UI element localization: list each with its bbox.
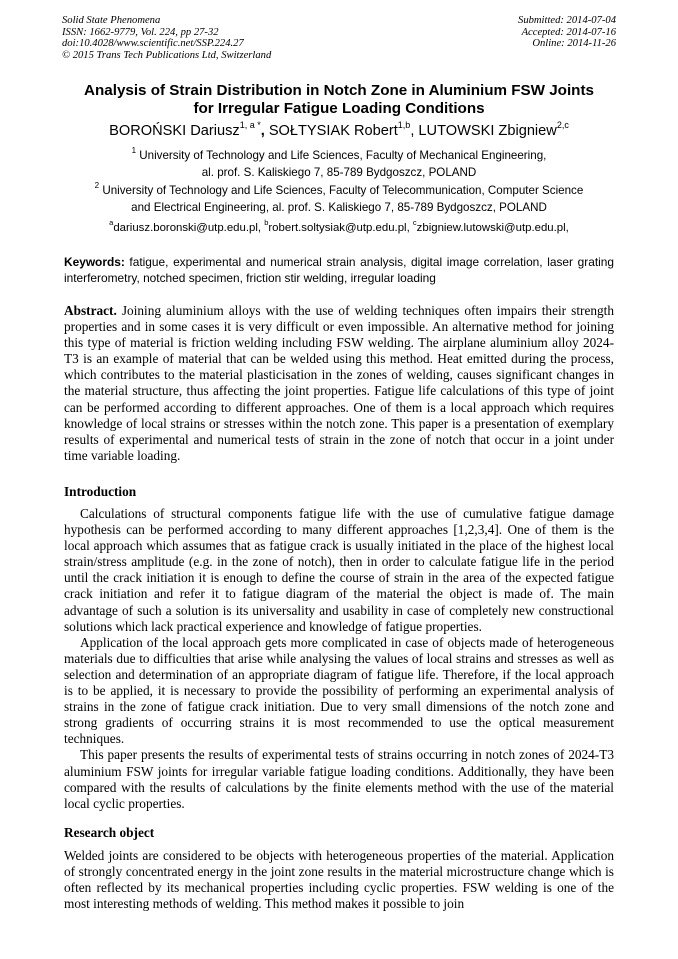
affiliation-2-number: 2 [94,181,100,191]
copyright-line: © 2015 Trans Tech Publications Ltd, Switzerland [62,49,272,61]
abstract-text: Joining aluminium alloys with the use of welding techniques often impairs their strength properties and in some cases it is very difficult or even impossible. An alternative method for joining this type of material is friction welding including FSW welding. The airplane aluminium alloy 2024-T3 is an example of material that can be welded using this method. Heat emitted during the process, which contributes to the material plasticisation in the zones of welding, causes significant changes in the material structure, thus affecting the joint properties. Fatigue life calculations of this type of joint can be performed according to different approaches. One of them is a local approach which requires knowledge of local strains or stresses within the notch zone. This paper is a presentation of exemplary results of experimental and numerical tests of strain in the zone of notch that occur in a joint under time variable loading. [64,303,614,463]
affiliation-1-number: 1 [131,146,137,156]
research-paragraph-1: Welded joints are considered to be objects with heterogeneous properties of the material. Application of strongly concentrated energy in the joint zone results in the material microstructure change which is often reflected by its mechanical properties including cyclic properties. FSW welding is one of the most interesting methods of welding. This method makes it possible to join [64,848,614,912]
online-date: Online: 2014-11-26 [532,38,616,50]
research-object-heading: Research object [64,825,155,840]
keywords-label: Keywords: [64,255,125,269]
abstract-section [64,303,614,464]
affiliation-2 [50,183,628,216]
intro-paragraph-3: This paper presents the results of experimental tests of strains occurring in notch zones of 2024-T3 aluminium FSW joints for irregular variable fatigue loading conditions. Additionally, they have been compared with the results of calculations by the finite elements method with the use of the material local cyclic properties. [64,747,614,811]
affiliation-1 [50,148,628,181]
affiliation-1-line-1: University of Technology and Life Sciences, Faculty of Mechanical Engineering, [136,149,547,162]
affiliation-1-line-2: al. prof. S. Kaliskiego 7, 85-789 Bydgoszcz, POLAND [201,165,477,179]
keywords-text: fatigue, experimental and numerical strain analysis, digital image correlation, laser grating interferometry, notched specimen, friction stir welding, irregular loading [64,255,614,285]
author-2: SOŁTYSIAK Robert [264,123,398,139]
author-separator-2: , [410,123,419,139]
email-3-marker: c [412,218,417,228]
journal-info [62,15,271,61]
title-line-1: Analysis of Strain Distribution in Notch Zone in Aluminium FSW Joints [84,82,594,99]
affiliation-2-line-1: University of Technology and Life Sciences, Faculty of Telecommunication, Computer Science [99,184,584,197]
title-line-2: for Irregular Fatigue Loading Conditions [193,100,485,117]
email-1[interactable]: dariusz.boronski@utp.edu.pl, [113,222,265,234]
author-3: LUTOWSKI Zbigniew [418,123,557,139]
author-2-affiliation: 1,b [397,120,411,131]
author-list [40,122,638,140]
introduction-heading: Introduction [64,484,137,499]
doi-line[interactable]: doi:10.4028/www.scientific.net/SSP.224.27 [62,38,244,50]
intro-paragraph-2: Application of the local approach gets more complicated in case of objects made of heterogeneous materials due to difficulties that arise while analysing the values of local strains and stresses as well as selection and determination of an appropriate diagram of fatigue life. Therefore, if the local approach is to be applied, it is necessary to provide the possibility of performing an experimental analysis of strains in the zone of fatigue crack initiation. Due to very small dimensions of the notch zone and strong gradients of occurring strains it is most recommended to use the optical measurement techniques. [64,634,614,747]
submitted-date: Submitted: 2014-07-04 [518,15,616,26]
keywords-section [64,254,614,286]
email-2[interactable]: robert.soltysiak@utp.edu.pl, [268,222,413,234]
email-1-marker: a [109,218,114,228]
email-2-marker: b [264,218,269,228]
publication-dates [518,15,616,50]
intro-paragraph-1: Calculations of structural components fatigue life with the use of cumulative fatigue damage hypothesis can be performed according to many different approaches [1,2,3,4]. One of them is the local approach which assumes that as fatigue crack is usually initiated in the place of the highest local strain/stress amplitude (e.g. in the zone of notch), then in order to calculate fatigue life in the period until the crack initiation it is enough to define the course of strain in the area of the expected fatigue crack initiation and refer it to fatigue diagram of the material the object is made of. The main advantage of such a solution is its universality and usability in case of completely new constructional solutions which lack practical experience and knowledge of fatigue properties. [64,506,614,634]
issn-line: ISSN: 1662-9779, Vol. 224, pp 27-32 [62,26,219,38]
paper-title [55,82,623,118]
author-emails [40,220,638,236]
email-3[interactable]: zbigniew.lutowski@utp.edu.pl, [416,222,569,234]
accepted-date: Accepted: 2014-07-16 [521,26,616,38]
abstract-label: Abstract. [64,303,117,318]
affiliation-2-line-2: and Electrical Engineering, al. prof. S. Kaliskiego 7, 85-789 Bydgoszcz, POLAND [131,200,547,214]
research-object-section [64,848,614,912]
author-3-affiliation: 2,c [556,120,569,131]
author-separator: , [260,123,265,139]
journal-name: Solid State Phenomena [62,15,161,26]
introduction-section [64,506,614,812]
author-1-affiliation: 1, a * [239,120,261,131]
author-1: BOROŃSKI Dariusz [109,123,240,139]
